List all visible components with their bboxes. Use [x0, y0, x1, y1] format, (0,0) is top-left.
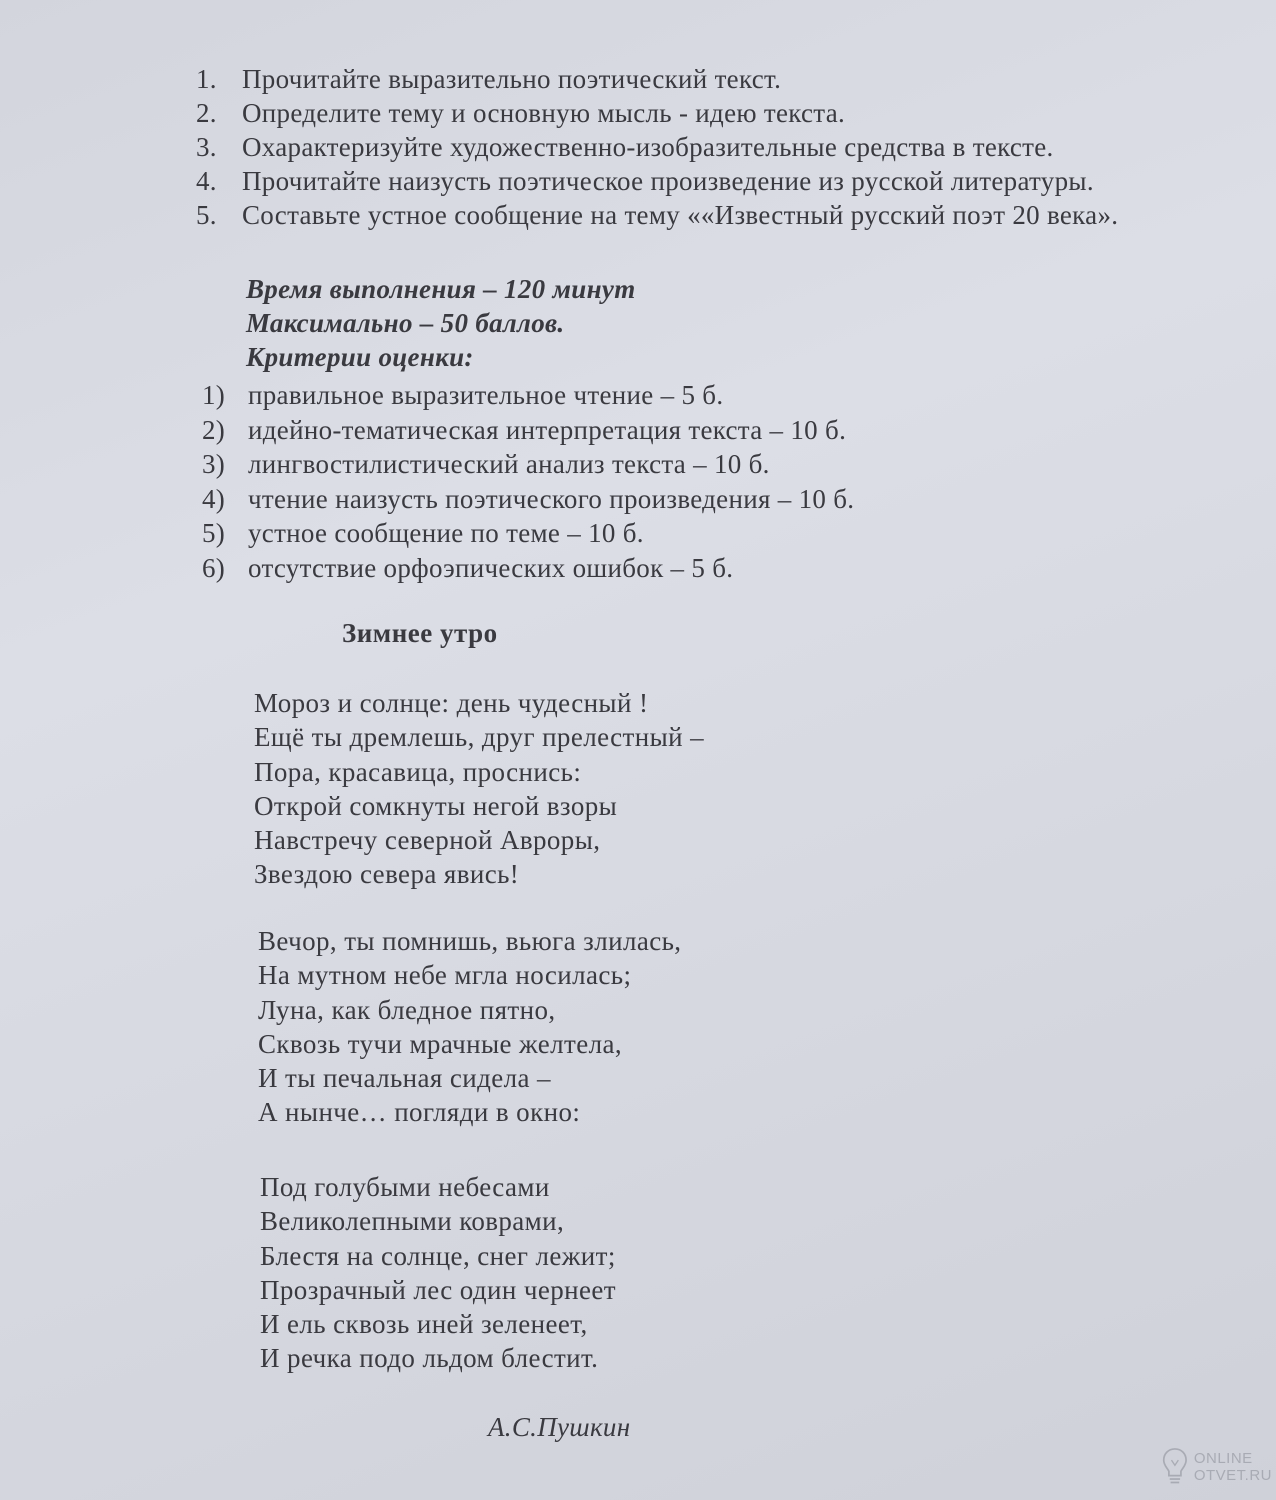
poem-line: Под голубыми небесами — [260, 1172, 550, 1202]
poem-stanza — [260, 1170, 616, 1376]
task-text: Составьте устное сообщение на тему ««Известный русский поэт 20 века». — [242, 200, 1119, 230]
task-item — [196, 198, 1118, 232]
task-number: 1. — [196, 64, 217, 94]
poem-line: Ещё ты дремлешь, друг прелестный – — [254, 722, 705, 753]
criteria-item — [202, 447, 854, 482]
poem-line: И ты печальная сидела – — [258, 1063, 551, 1094]
task-number: 4. — [196, 166, 217, 196]
criteria-text: правильное выразительное чтение – 5 б. — [248, 380, 724, 410]
max-score: Максимально – 50 баллов. — [246, 308, 565, 338]
poem-line: Прозрачный лес один чернеет — [260, 1274, 616, 1305]
poem-line: Великолепными коврами, — [260, 1206, 565, 1237]
poem-line: Навстречу северной Авроры, — [254, 825, 601, 856]
poem-line: Звездою севера явись! — [254, 859, 520, 890]
criteria-heading: Критерии оценки: — [246, 342, 474, 372]
site-watermark — [1162, 1442, 1272, 1492]
criteria-item — [202, 516, 854, 551]
task-item — [196, 130, 1118, 164]
criteria-item — [202, 551, 854, 586]
task-text: Прочитайте выразительно поэтический текст. — [242, 64, 782, 94]
poem-line: Пора, красавица, проснись: — [254, 756, 582, 787]
assessment-info — [246, 272, 636, 374]
task-list — [196, 62, 1118, 232]
task-item — [196, 62, 1118, 96]
criteria-text: устное сообщение по теме – 10 б. — [248, 518, 644, 548]
poem-line: Мороз и солнце: день чудесный ! — [254, 688, 649, 718]
criteria-text: чтение наизусть поэтического произведения – 10 б. — [248, 483, 855, 514]
poem-line: Вечор, ты помнишь, вьюга злилась, — [258, 926, 682, 956]
task-number: 3. — [196, 132, 217, 162]
criteria-number: 4) — [202, 483, 226, 514]
poem-line: Открой сомкнуты негой взоры — [254, 790, 618, 821]
criteria-number: 3) — [202, 449, 226, 479]
poem-line: На мутном небе мгла носилась; — [258, 960, 632, 991]
criteria-text: идейно-тематическая интерпретация текста – 10 б. — [248, 414, 847, 445]
criteria-list — [202, 378, 854, 585]
criteria-text: лингвостилистический анализ текста – 10 б. — [248, 449, 770, 479]
poem-line: Блестя на солнце, снег лежит; — [260, 1240, 616, 1271]
watermark-line: ONLINE — [1193, 1450, 1253, 1467]
criteria-number: 1) — [202, 380, 226, 410]
criteria-item — [202, 413, 854, 448]
criteria-number: 2) — [202, 414, 226, 445]
poem-line: А нынче… погляди в окно: — [258, 1097, 581, 1128]
task-item — [196, 96, 1118, 130]
criteria-number: 5) — [202, 518, 226, 548]
watermark-text — [1194, 1450, 1272, 1484]
poem-line: Сквозь тучи мрачные желтела, — [258, 1028, 622, 1059]
task-text: Определите тему и основную мысль - идею текста. — [242, 98, 846, 128]
criteria-item — [202, 378, 854, 413]
task-number: 5. — [196, 200, 217, 230]
task-number: 2. — [196, 98, 217, 128]
task-text: Прочитайте наизусть поэтическое произведение из русской литературы. — [242, 166, 1094, 196]
task-text: Охарактеризуйте художественно-изобразительные средства в тексте. — [242, 132, 1054, 162]
poem-author: А.С.Пушкин — [488, 1412, 631, 1442]
task-item — [196, 164, 1118, 198]
poem-line: И речка подо льдом блестит. — [260, 1343, 599, 1374]
poem-stanza — [258, 924, 681, 1130]
time-limit: Время выполнения – 120 минут — [246, 274, 636, 304]
watermark-line: OTVET.RU — [1193, 1467, 1272, 1484]
criteria-text: отсутствие орфоэпических ошибок – 5 б. — [248, 552, 734, 583]
poem-line: Луна, как бледное пятно, — [258, 994, 556, 1025]
criteria-item — [202, 482, 854, 517]
poem-title: Зимнее утро — [342, 618, 498, 648]
poem-stanza — [254, 686, 704, 892]
criteria-number: 6) — [202, 552, 226, 583]
lightbulb-icon — [1162, 1444, 1188, 1490]
poem-line: И ель сквозь иней зеленеет, — [260, 1309, 588, 1340]
